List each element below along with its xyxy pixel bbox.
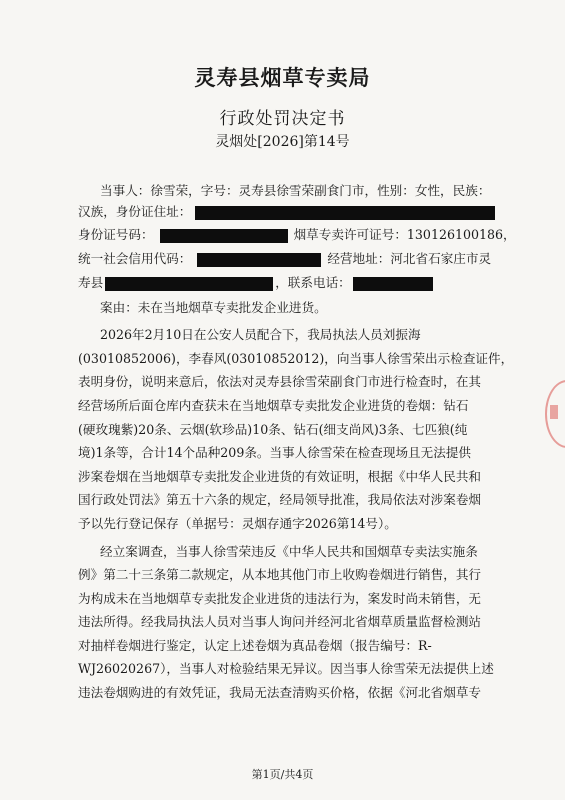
text-line [78,227,516,243]
text-line [78,204,498,220]
redaction-bar [353,277,433,291]
text-line [78,275,498,291]
text-line: WJ26020267），当事人对检验结果无异议。因当事人徐雪荣无法提供上述 [78,661,494,676]
address-continued: 寿县 [78,275,104,290]
page-number: 第1页/共4页 [251,768,314,781]
case-reason: 案由：未在当地烟草专卖批发企业进货。 [100,300,327,315]
text-line: (03010852006)，李春风(03010852012)，向当事人徐雪荣出示检查证件， [78,351,514,366]
seal-fragment [550,405,558,419]
text-line: 涉案卷烟在当地烟草专卖批发企业进货的有效证明，根据《中华人民共和 [78,469,481,484]
text-line: 境)1条等，合计14个品种209条。当事人徐雪荣在检查现场且无法提供 [78,445,472,460]
text-line: 为构成未在当地烟草专卖批发企业进货的违法行为，案发时尚未销售，无 [78,591,481,606]
redaction-bar [195,206,495,220]
text-line: 对抽样卷烟进行鉴定，认定上述卷烟为真品卷烟（报告编号：R- [78,638,432,653]
phone-label: ，联系电话： [275,275,351,290]
business-address: 经营地址：河北省石家庄市灵 [327,251,492,266]
agency-title: 灵寿县烟草专卖局 [194,65,371,90]
text-line: 经营场所后面仓库内查获未在当地烟草专卖批发企业进货的卷烟：钻石 [78,398,469,413]
text-line: 予以先行登记保存（单据号：灵烟存通字2026第14号）。 [78,516,397,531]
document-number: 灵烟处[2026]第14号 [215,134,350,150]
id-label: 身份证号码： [78,227,154,242]
text-line: 违法所得。经我局执法人员对当事人询问并经河北省烟草质量监督检测站 [78,614,481,629]
redaction-bar [160,229,288,243]
text-line: 国行政处罚法》第五十六条的规定，经局领导批准，我局依法对涉案卷烟 [78,492,481,507]
text-line: 例》第二十三条第二款规定，从本地其他门市上收购卷烟进行销售，其行 [78,567,481,582]
text-line: 经立案调查，当事人徐雪荣违反《中华人民共和国烟草专卖法实施条 [100,544,478,559]
license-number: 烟草专卖许可证号：130126100186， [293,227,516,242]
redaction-bar [197,253,321,267]
text-line: 当事人：徐雪荣，字号：灵寿县徐雪荣副食门市，性别：女性，民族： [100,183,491,198]
text-line: 违法卷烟购进的有效凭证，我局无法查清购买价格，依据《河北省烟草专 [78,685,481,700]
text-line [78,251,498,267]
text-line: 2026年2月10日在公安人员配合下，我局执法人员刘振海 [100,327,421,342]
redaction-bar [105,277,273,291]
text-line: (硬玫瑰紫)20条、云烟(软珍品)10条、钻石(细支尚风)3条、七匹狼(纯 [78,422,468,437]
address-label: 汉族，身份证住址： [78,204,192,219]
credit-code-label: 统一社会信用代码： [78,251,192,266]
document-type: 行政处罚决定书 [219,109,346,129]
text-line: 表明身份，说明来意后，依法对灵寿县徐雪荣副食门市进行检查时，在其 [78,374,481,389]
